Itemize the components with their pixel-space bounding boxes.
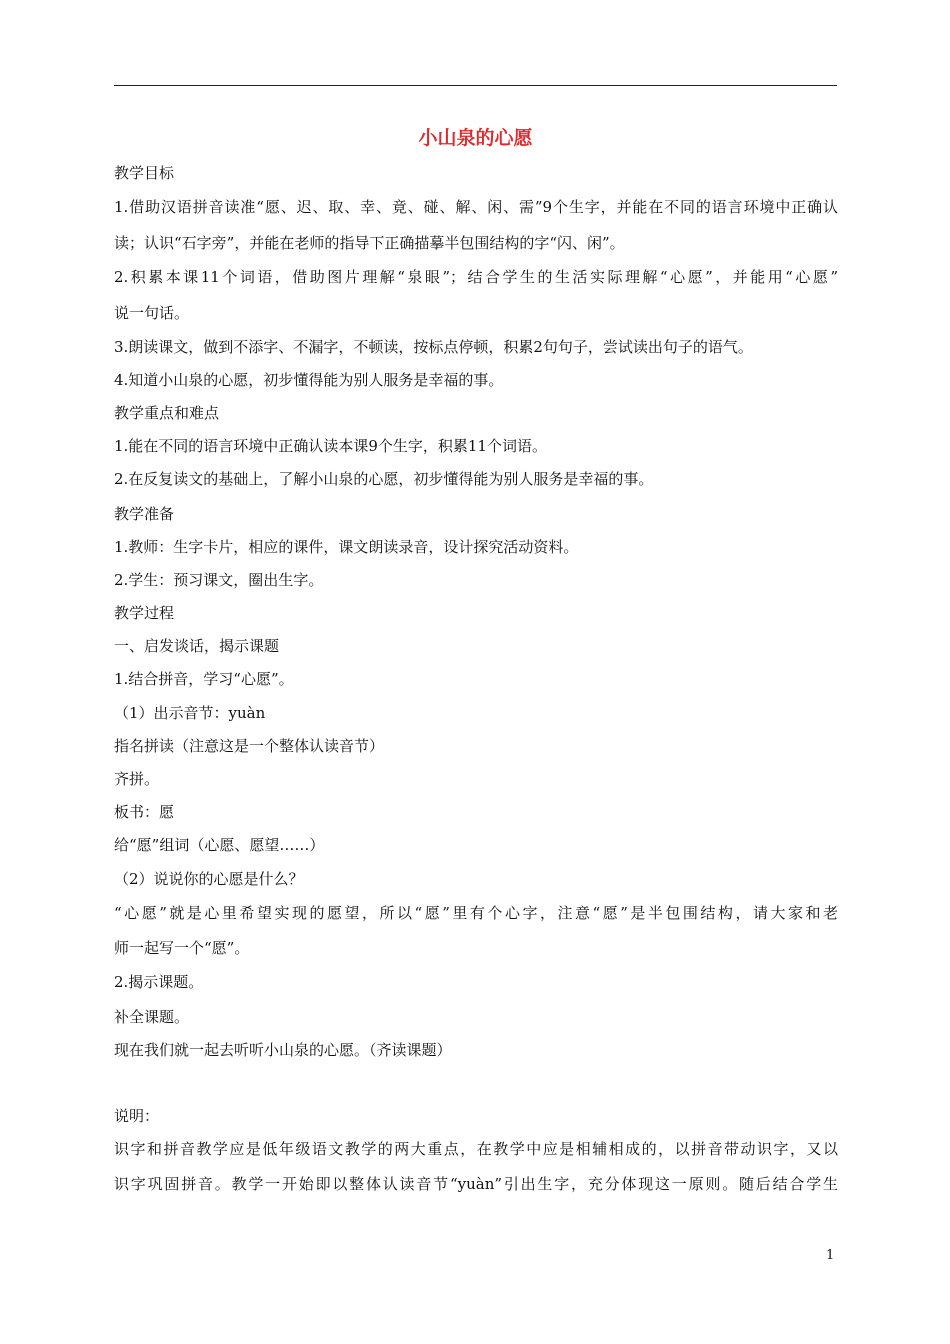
paragraph-line: 2.积累本课11个词语，借助图片理解“泉眼”；结合学生的生活实际理解“心愿”，并能用“心愿”	[114, 268, 838, 286]
paragraph-line: 4.知道小山泉的心愿，初步懂得能为别人服务是幸福的事。	[114, 371, 504, 389]
paragraph-line: 1.教师：生字卡片，相应的课件，课文朗读录音，设计探究活动资料。	[114, 538, 579, 556]
paragraph-line: 2.学生：预习课文，圈出生字。	[114, 571, 324, 589]
subsection-heading: 一、启发谈话，揭示课题	[114, 637, 280, 655]
paragraph-line: 板书：愿	[114, 803, 175, 821]
paragraph-line: 师一起写一个“愿”。	[114, 939, 250, 957]
paragraph-line: 2.揭示课题。	[114, 973, 204, 991]
header-rule	[114, 85, 837, 86]
paragraph-line: （1）出示音节：yuàn	[114, 704, 266, 722]
paragraph-line: 补全课题。	[114, 1008, 190, 1026]
paragraph-line: 给“愿”组词（心愿、愿望……）	[114, 836, 325, 854]
paragraph-line: 1.能在不同的语言环境中正确认读本课9个生字，积累11个词语。	[114, 437, 547, 455]
paragraph-line: 齐拼。	[114, 770, 160, 788]
paragraph-line: 3.朗读课文，做到不添字、不漏字，不顿读，按标点停顿，积累2句句子，尝试读出句子的语气。	[114, 338, 753, 356]
page-title: 小山泉的心愿	[418, 127, 533, 149]
paragraph-line: “心愿”就是心里希望实现的愿望，所以“愿”里有个心字，注意“愿”是半包围结构，请大家和老	[114, 904, 838, 922]
paragraph-line: 现在我们就一起去听听小山泉的心愿。（齐读课题）	[114, 1041, 452, 1059]
paragraph-line: 1.结合拼音，学习“心愿”。	[114, 670, 294, 688]
note-heading: 说明：	[114, 1107, 160, 1125]
paragraph-line: 读；认识“石字旁”，并能在老师的指导下正确描摹半包围结构的字“闪、闲”。	[114, 234, 625, 252]
paragraph-line: 说一句话。	[114, 304, 190, 322]
page-number: 1	[826, 1248, 835, 1263]
section-heading-key-points: 教学重点和难点	[114, 404, 220, 422]
paragraph-line: （2）说说你的心愿是什么？	[114, 870, 304, 888]
paragraph-line: 指名拼读（注意这是一个整体认读音节）	[114, 737, 385, 755]
paragraph-line: 1.借助汉语拼音读准“愿、迟、取、幸、竟、碰、解、闲、需”9个生字，并能在不同的语言环境中正确认	[114, 198, 838, 216]
paragraph-line: 识字和拼音教学应是低年级语文教学的两大重点，在教学中应是相辅相成的，以拼音带动识字，又以	[114, 1140, 838, 1158]
paragraph-line: 识字巩固拼音。教学一开始即以整体认读音节“yuàn”引出生字，充分体现这一原则。随后结合学生	[114, 1175, 838, 1193]
section-heading-process: 教学过程	[114, 604, 175, 622]
section-heading-objectives: 教学目标	[114, 164, 175, 182]
section-heading-preparation: 教学准备	[114, 505, 175, 523]
paragraph-line: 2.在反复读文的基础上，了解小山泉的心愿，初步懂得能为别人服务是幸福的事。	[114, 470, 654, 488]
